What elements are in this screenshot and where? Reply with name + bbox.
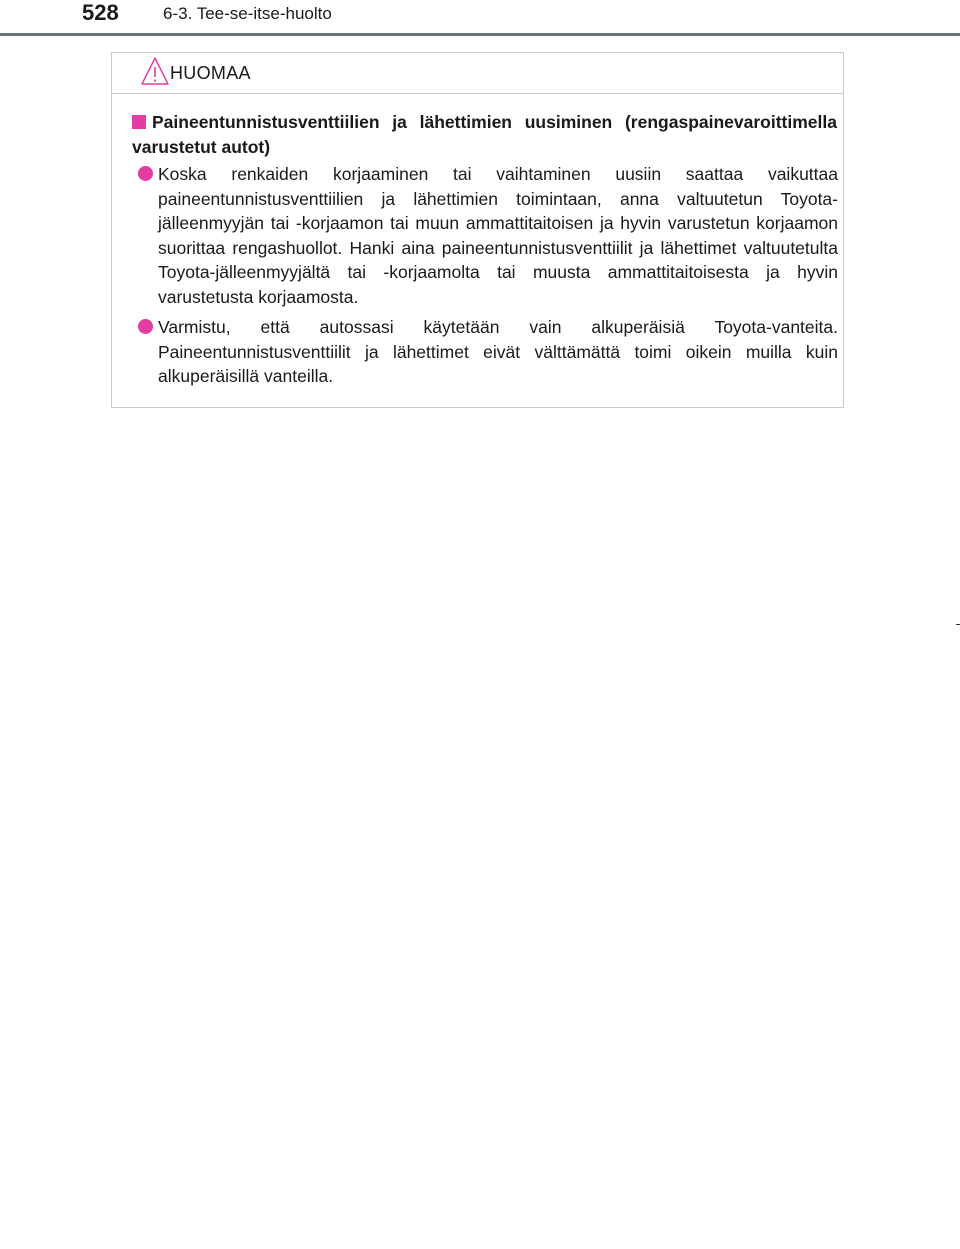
section-title: 6-3. Tee-se-itse-huolto — [163, 4, 332, 23]
caution-heading — [132, 110, 837, 160]
round-bullet-icon — [138, 319, 153, 334]
caution-header — [112, 53, 843, 94]
header-rule — [0, 33, 960, 36]
list-item-text: Varmistu, että autossasi käytetään vain alkuperäisiä Toyota-vanteita. Paineentunnistusventtiilit ja lähettimet eivät välttämättä toimi oikein muilla kuin alkuperäisillä vanteilla. — [158, 317, 838, 387]
page-header — [0, 0, 960, 40]
square-bullet-icon — [132, 115, 146, 129]
page-number: 528 — [82, 0, 119, 25]
caution-heading-text: Paineentunnistusventtiilien ja lähettimien uusiminen (rengaspainevaroittimella varustetut autot) — [132, 112, 837, 157]
list-item-text: Koska renkaiden korjaaminen tai vaihtaminen uusiin saattaa vaikuttaa paineentunnistusventtiilien ja lähettimien toimintaan, anna valtuutetun Toyota-jälleenmyyjän tai -korjaamon tai muun ammattitaitoisen ja hyvin varustetun korjaamon suorittaa rengashuollot. Hanki aina paineentunnistusventtiilit ja lähettimet valtuutetulta Toyota-jälleenmyyjältä tai -korjaamolta tai muusta ammattitaitoisesta ja hyvin varustetusta korjaamosta. — [158, 164, 838, 307]
edge-mark — [956, 624, 960, 625]
warning-triangle-icon — [140, 56, 170, 86]
caution-box — [111, 52, 844, 408]
list-item — [138, 162, 838, 310]
list-item — [138, 315, 838, 389]
caution-label: HUOMAA — [170, 63, 251, 83]
round-bullet-icon — [138, 166, 153, 181]
